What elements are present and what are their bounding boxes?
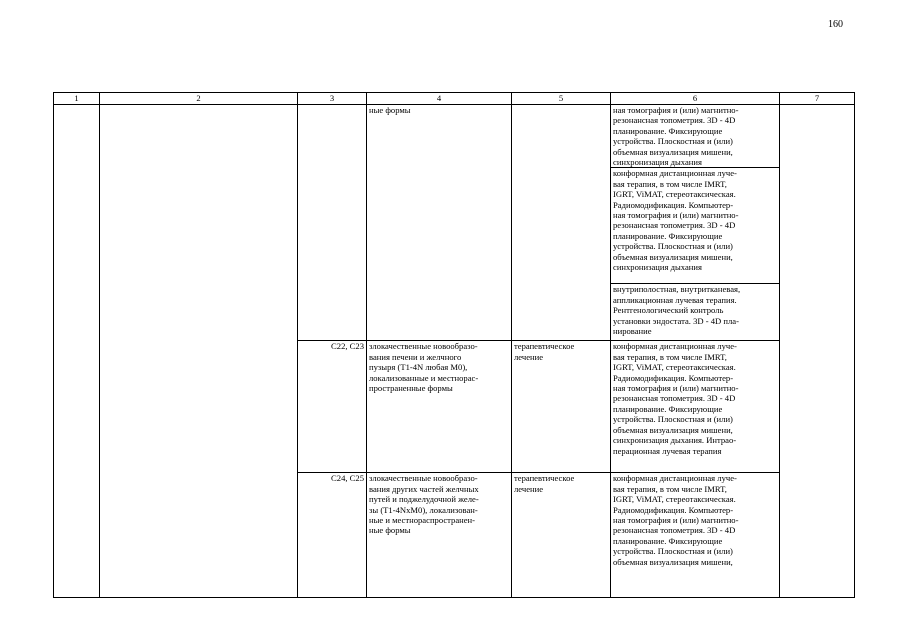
column-number: 7 <box>780 93 855 105</box>
column-number: 5 <box>512 93 611 105</box>
diagnosis-cell: злокачественные новообразо- вания печени и желчного пузыря (T1-4N любая M0), локализованные и местнорас- пространенные формы <box>367 341 512 473</box>
method-cell: внутриполостная, внутритканевая, аппликационная лучевая терапия. Рентгенологический контроль установки эндостата. 3D - 4D пла- нирование <box>611 284 780 341</box>
column-number-row <box>54 93 855 105</box>
method-cell: конформная дистанционная луче- вая терапия, в том числе IMRT, IGRT, ViMAT, стереотаксическая. Радиомодификация. Компьютер- ная томография и (или) магнитно- резонансная топометрия. 3D - 4D планирование. Фиксирующие устройства. Плоскостная и (или) объемная визуализация мишени, <box>611 473 780 598</box>
method-cell: конформная дистанционная луче- вая терапия, в том числе IMRT, IGRT, ViMAT, стереотаксическая. Радиомодификация. Компьютер- ная томография и (или) магнитно- резонансная топометрия. 3D - 4D планирование. Фиксирующие устройства. Плоскостная и (или) объемная визуализация мишени, синхронизация дыхания. Интрао- перационная лучевая терапия <box>611 341 780 473</box>
column-number: 3 <box>298 93 367 105</box>
column-number: 6 <box>611 93 780 105</box>
code-cell: C22, C23 <box>298 341 367 473</box>
page-number: 160 <box>828 19 843 30</box>
table-row <box>54 105 855 168</box>
treatment-cell <box>512 105 611 341</box>
column-1-cell <box>54 105 100 598</box>
column-number: 2 <box>100 93 298 105</box>
column-2-cell <box>100 105 298 598</box>
method-cell: конформная дистанционная луче- вая терапия, в том числе IMRT, IGRT, ViMAT, стереотаксическая. Радиомодификация. Компьютер- ная томография и (или) магнитно- резонансная топометрия. 3D - 4D планирование. Фиксирующие устройства. Плоскостная и (или) объемная визуализация мишени, синхронизация дыхания <box>611 168 780 284</box>
column-7-cell <box>780 105 855 598</box>
code-cell: C24, C25 <box>298 473 367 598</box>
code-cell <box>298 105 367 341</box>
medical-care-table <box>53 92 855 598</box>
diagnosis-continued-cell: ные формы <box>367 105 512 341</box>
method-cell: ная томография и (или) магнитно- резонансная топометрия. 3D - 4D планирование. Фиксирующие устройства. Плоскостная и (или) объемная визуализация мишени, синхронизация дыхания <box>611 105 780 168</box>
column-number: 4 <box>367 93 512 105</box>
column-number: 1 <box>54 93 100 105</box>
treatment-cell: терапевтическое лечение <box>512 341 611 473</box>
treatment-cell: терапевтическое лечение <box>512 473 611 598</box>
diagnosis-cell: злокачественные новообразо- вания других частей желчных путей и поджелудочной желе- зы (T1-4NxM0), локализован- ные и местнораспространен- ные формы <box>367 473 512 598</box>
